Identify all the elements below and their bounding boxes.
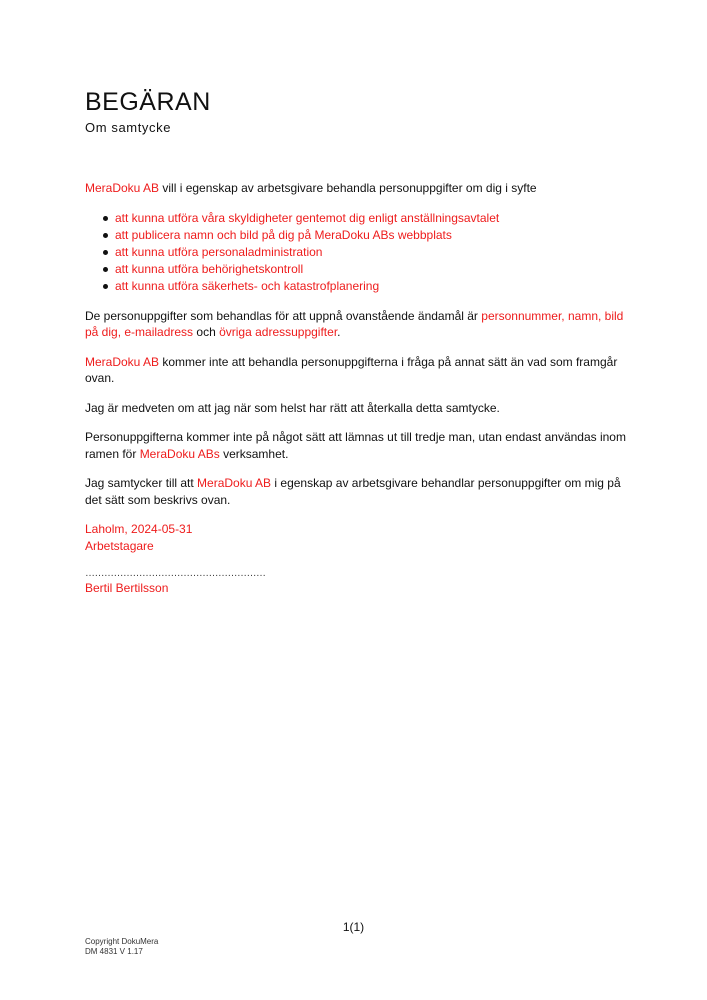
- third-party-paragraph: [85, 429, 630, 462]
- document-body: [85, 180, 630, 597]
- place-date: Laholm, 2024-05-31: [85, 522, 193, 536]
- revoke-paragraph: Jag är medveten om att jag när som helst har rätt att återkalla detta samtycke.: [85, 400, 500, 415]
- consent-suffix: i egenskap av arbetsgivare behandlar personuppgifter om mig på det sätt som beskrivs ovan.: [85, 476, 621, 507]
- intro-text: vill i egenskap av arbetsgivare behandla personuppgifter om dig i syfte: [159, 181, 537, 195]
- usage-text: kommer inte att behandla personuppgifterna i fråga på annat sätt än vad som framgår ovan.: [85, 354, 618, 385]
- third-party-suffix: verksamhet.: [219, 446, 289, 461]
- data-items-field: personnummer, namn, bild på dig, e-mailadress: [85, 308, 624, 339]
- footer: [85, 937, 158, 957]
- role-label: Arbetstagare: [85, 538, 154, 553]
- footer-copyright: Copyright DokuMera: [85, 937, 159, 946]
- data-paragraph-suffix: .: [337, 325, 341, 339]
- intro-paragraph: [85, 180, 630, 197]
- company-field: MeraDoku AB: [85, 354, 160, 369]
- data-paragraph-joiner: och: [193, 325, 220, 339]
- page-number: 1(1): [342, 920, 365, 934]
- signature-line: …………………………………………………: [85, 568, 266, 579]
- data-paragraph: [85, 308, 630, 341]
- third-party-prefix: Personuppgifterna kommer inte på något sätt att lämnas ut till tredje man, utan endast användas inom ramen för: [85, 430, 626, 461]
- usage-paragraph: [85, 354, 630, 387]
- document-subtitle: Om samtycke: [85, 120, 172, 135]
- footer-doc-id: DM 4831 V 1.17: [85, 947, 143, 956]
- place-date-block: [85, 521, 630, 554]
- consent-paragraph: [85, 475, 630, 508]
- company-field: MeraDoku AB: [197, 476, 272, 490]
- signature-block: [85, 568, 630, 597]
- consent-prefix: Jag samtycker till att: [85, 476, 198, 490]
- document-title: BEGÄRAN: [85, 88, 211, 116]
- list-item: att kunna utföra säkerhets- och katastrofplanering: [115, 278, 630, 295]
- data-paragraph-prefix: De personuppgifter som behandlas för att uppnå ovanstående ändamål är: [85, 308, 482, 323]
- list-item: att kunna utföra våra skyldigheter gentemot dig enligt anställningsavtalet: [115, 210, 630, 227]
- list-item: att kunna utföra personaladministration: [115, 244, 630, 261]
- signer-name: Bertil Bertilsson: [85, 581, 169, 595]
- list-item: att kunna utföra behörighetskontroll: [115, 261, 630, 278]
- list-item: att publicera namn och bild på dig på MeraDoku ABs webbplats: [115, 227, 630, 244]
- purpose-list: [85, 210, 630, 295]
- data-last-item-field: övriga adressuppgifter: [219, 325, 338, 339]
- company-field: MeraDoku ABs: [139, 446, 220, 461]
- company-field: MeraDoku AB: [85, 181, 160, 195]
